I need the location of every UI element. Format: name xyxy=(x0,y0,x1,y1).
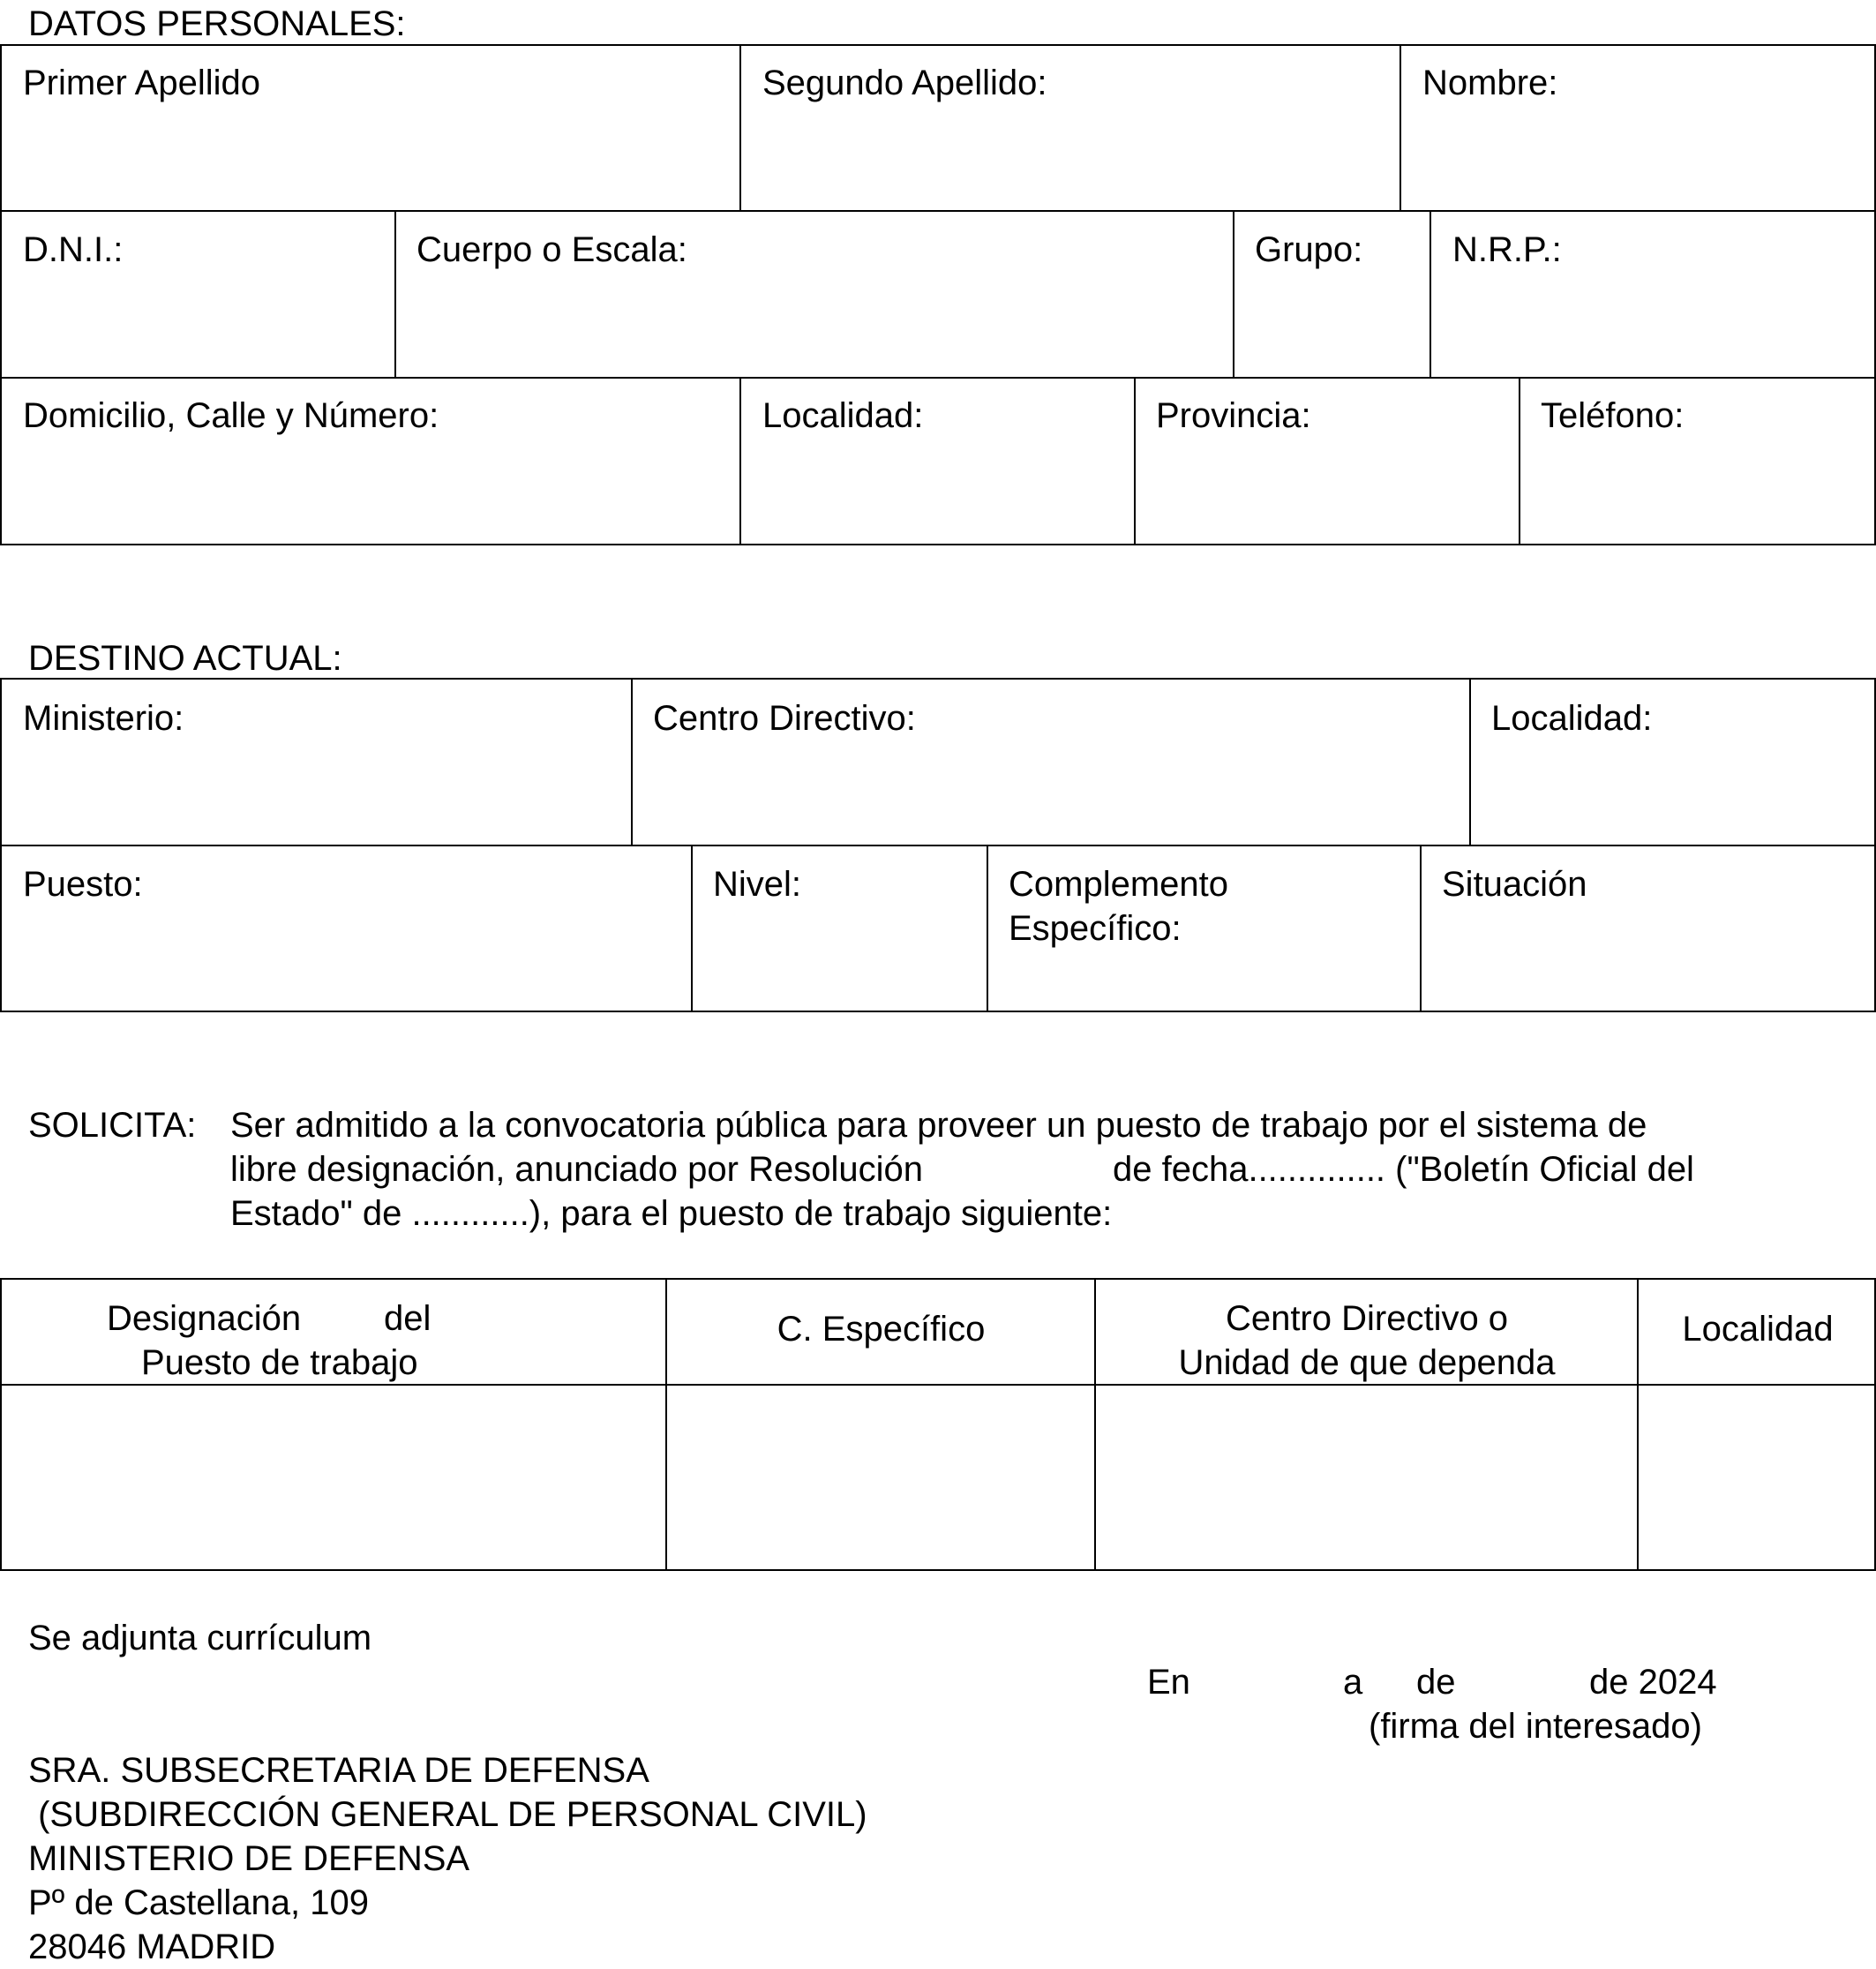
solicita-label: SOLICITA: xyxy=(28,1106,197,1145)
field-centro-directivo[interactable]: Centro Directivo: xyxy=(653,699,916,738)
col-header-c-especifico: C. Específico xyxy=(777,1310,986,1349)
cell-centro-directivo[interactable] xyxy=(1097,1387,1636,1568)
col-divider xyxy=(1469,678,1471,845)
field-nrp[interactable]: N.R.P.: xyxy=(1452,230,1562,269)
col-header-centro-directivo: Centro Directivo o xyxy=(1225,1299,1509,1338)
address-line-1: SRA. SUBSECRETARIA DE DEFENSA xyxy=(28,1751,649,1790)
firma-interesado: (firma del interesado) xyxy=(1369,1707,1702,1746)
adjunta-curriculum: Se adjunta currículum xyxy=(28,1619,372,1657)
row-divider xyxy=(0,845,1876,846)
date-en: En xyxy=(1147,1663,1190,1702)
section-heading-destino: DESTINO ACTUAL: xyxy=(28,639,342,678)
col-divider xyxy=(1399,44,1401,211)
cell-designacion[interactable] xyxy=(3,1387,664,1568)
solicita-line-2b: de fecha.............. ("Boletín Oficial del xyxy=(1113,1150,1694,1189)
field-domicilio[interactable]: Domicilio, Calle y Número: xyxy=(23,396,439,435)
date-a: a xyxy=(1343,1663,1363,1702)
field-localidad[interactable]: Localidad: xyxy=(762,396,924,435)
col-divider xyxy=(1094,1278,1096,1571)
field-segundo-apellido[interactable]: Segundo Apellido: xyxy=(762,64,1047,102)
field-grupo[interactable]: Grupo: xyxy=(1255,230,1363,269)
field-primer-apellido[interactable]: Primer Apellido xyxy=(23,64,261,102)
col-divider xyxy=(1519,377,1520,545)
solicita-line-2a: libre designación, anunciado por Resolución xyxy=(230,1150,923,1189)
row-divider xyxy=(0,210,1876,212)
col-divider xyxy=(691,845,693,1012)
field-especifico: Específico: xyxy=(1009,909,1182,948)
cell-localidad[interactable] xyxy=(1640,1387,1873,1568)
solicita-line-1: Ser admitido a la convocatoria pública para proveer un puesto de trabajo por el sistema de xyxy=(230,1106,1647,1145)
col-divider xyxy=(631,678,633,845)
col-header-designacion: Designación xyxy=(107,1299,302,1338)
col-divider xyxy=(739,377,741,545)
address-line-5: 28046 MADRID xyxy=(28,1928,276,1966)
col-divider xyxy=(1420,845,1422,1012)
col-divider xyxy=(1134,377,1136,545)
address-line-2: (SUBDIRECCIÓN GENERAL DE PERSONAL CIVIL) xyxy=(28,1795,867,1834)
cell-c-especifico[interactable] xyxy=(668,1387,1093,1568)
field-puesto[interactable]: Puesto: xyxy=(23,865,143,904)
col-header-puesto-trabajo: Puesto de trabajo xyxy=(141,1343,418,1382)
field-nombre[interactable]: Nombre: xyxy=(1422,64,1558,102)
field-nivel[interactable]: Nivel: xyxy=(713,865,802,904)
date-de: de xyxy=(1416,1663,1456,1702)
row-divider xyxy=(0,377,1876,379)
col-divider xyxy=(665,1278,667,1571)
field-telefono[interactable]: Teléfono: xyxy=(1541,396,1685,435)
solicita-line-3: Estado" de ............), para el puesto de trabajo siguiente: xyxy=(230,1194,1113,1233)
date-year: de 2024 xyxy=(1589,1663,1717,1702)
field-cuerpo-escala[interactable]: Cuerpo o Escala: xyxy=(416,230,687,269)
col-divider xyxy=(1233,210,1234,378)
field-complemento[interactable]: Complemento xyxy=(1009,865,1229,904)
field-destino-localidad[interactable]: Localidad: xyxy=(1491,699,1653,738)
col-header-unidad: Unidad de que dependa xyxy=(1178,1343,1556,1382)
col-divider xyxy=(739,44,741,211)
col-header-localidad: Localidad xyxy=(1682,1310,1834,1349)
field-provincia[interactable]: Provincia: xyxy=(1156,396,1311,435)
address-line-4: Pº de Castellana, 109 xyxy=(28,1883,369,1922)
personal-data-table xyxy=(0,44,1876,545)
col-divider xyxy=(1637,1278,1639,1571)
col-divider xyxy=(1430,210,1431,378)
field-ministerio[interactable]: Ministerio: xyxy=(23,699,184,738)
field-dni[interactable]: D.N.I.: xyxy=(23,230,124,269)
section-heading-personal: DATOS PERSONALES: xyxy=(28,4,406,43)
col-header-del: del xyxy=(384,1299,431,1338)
address-line-3: MINISTERIO DE DEFENSA xyxy=(28,1839,470,1878)
col-divider xyxy=(987,845,988,1012)
field-situacion[interactable]: Situación xyxy=(1442,865,1587,904)
col-divider xyxy=(394,210,396,378)
